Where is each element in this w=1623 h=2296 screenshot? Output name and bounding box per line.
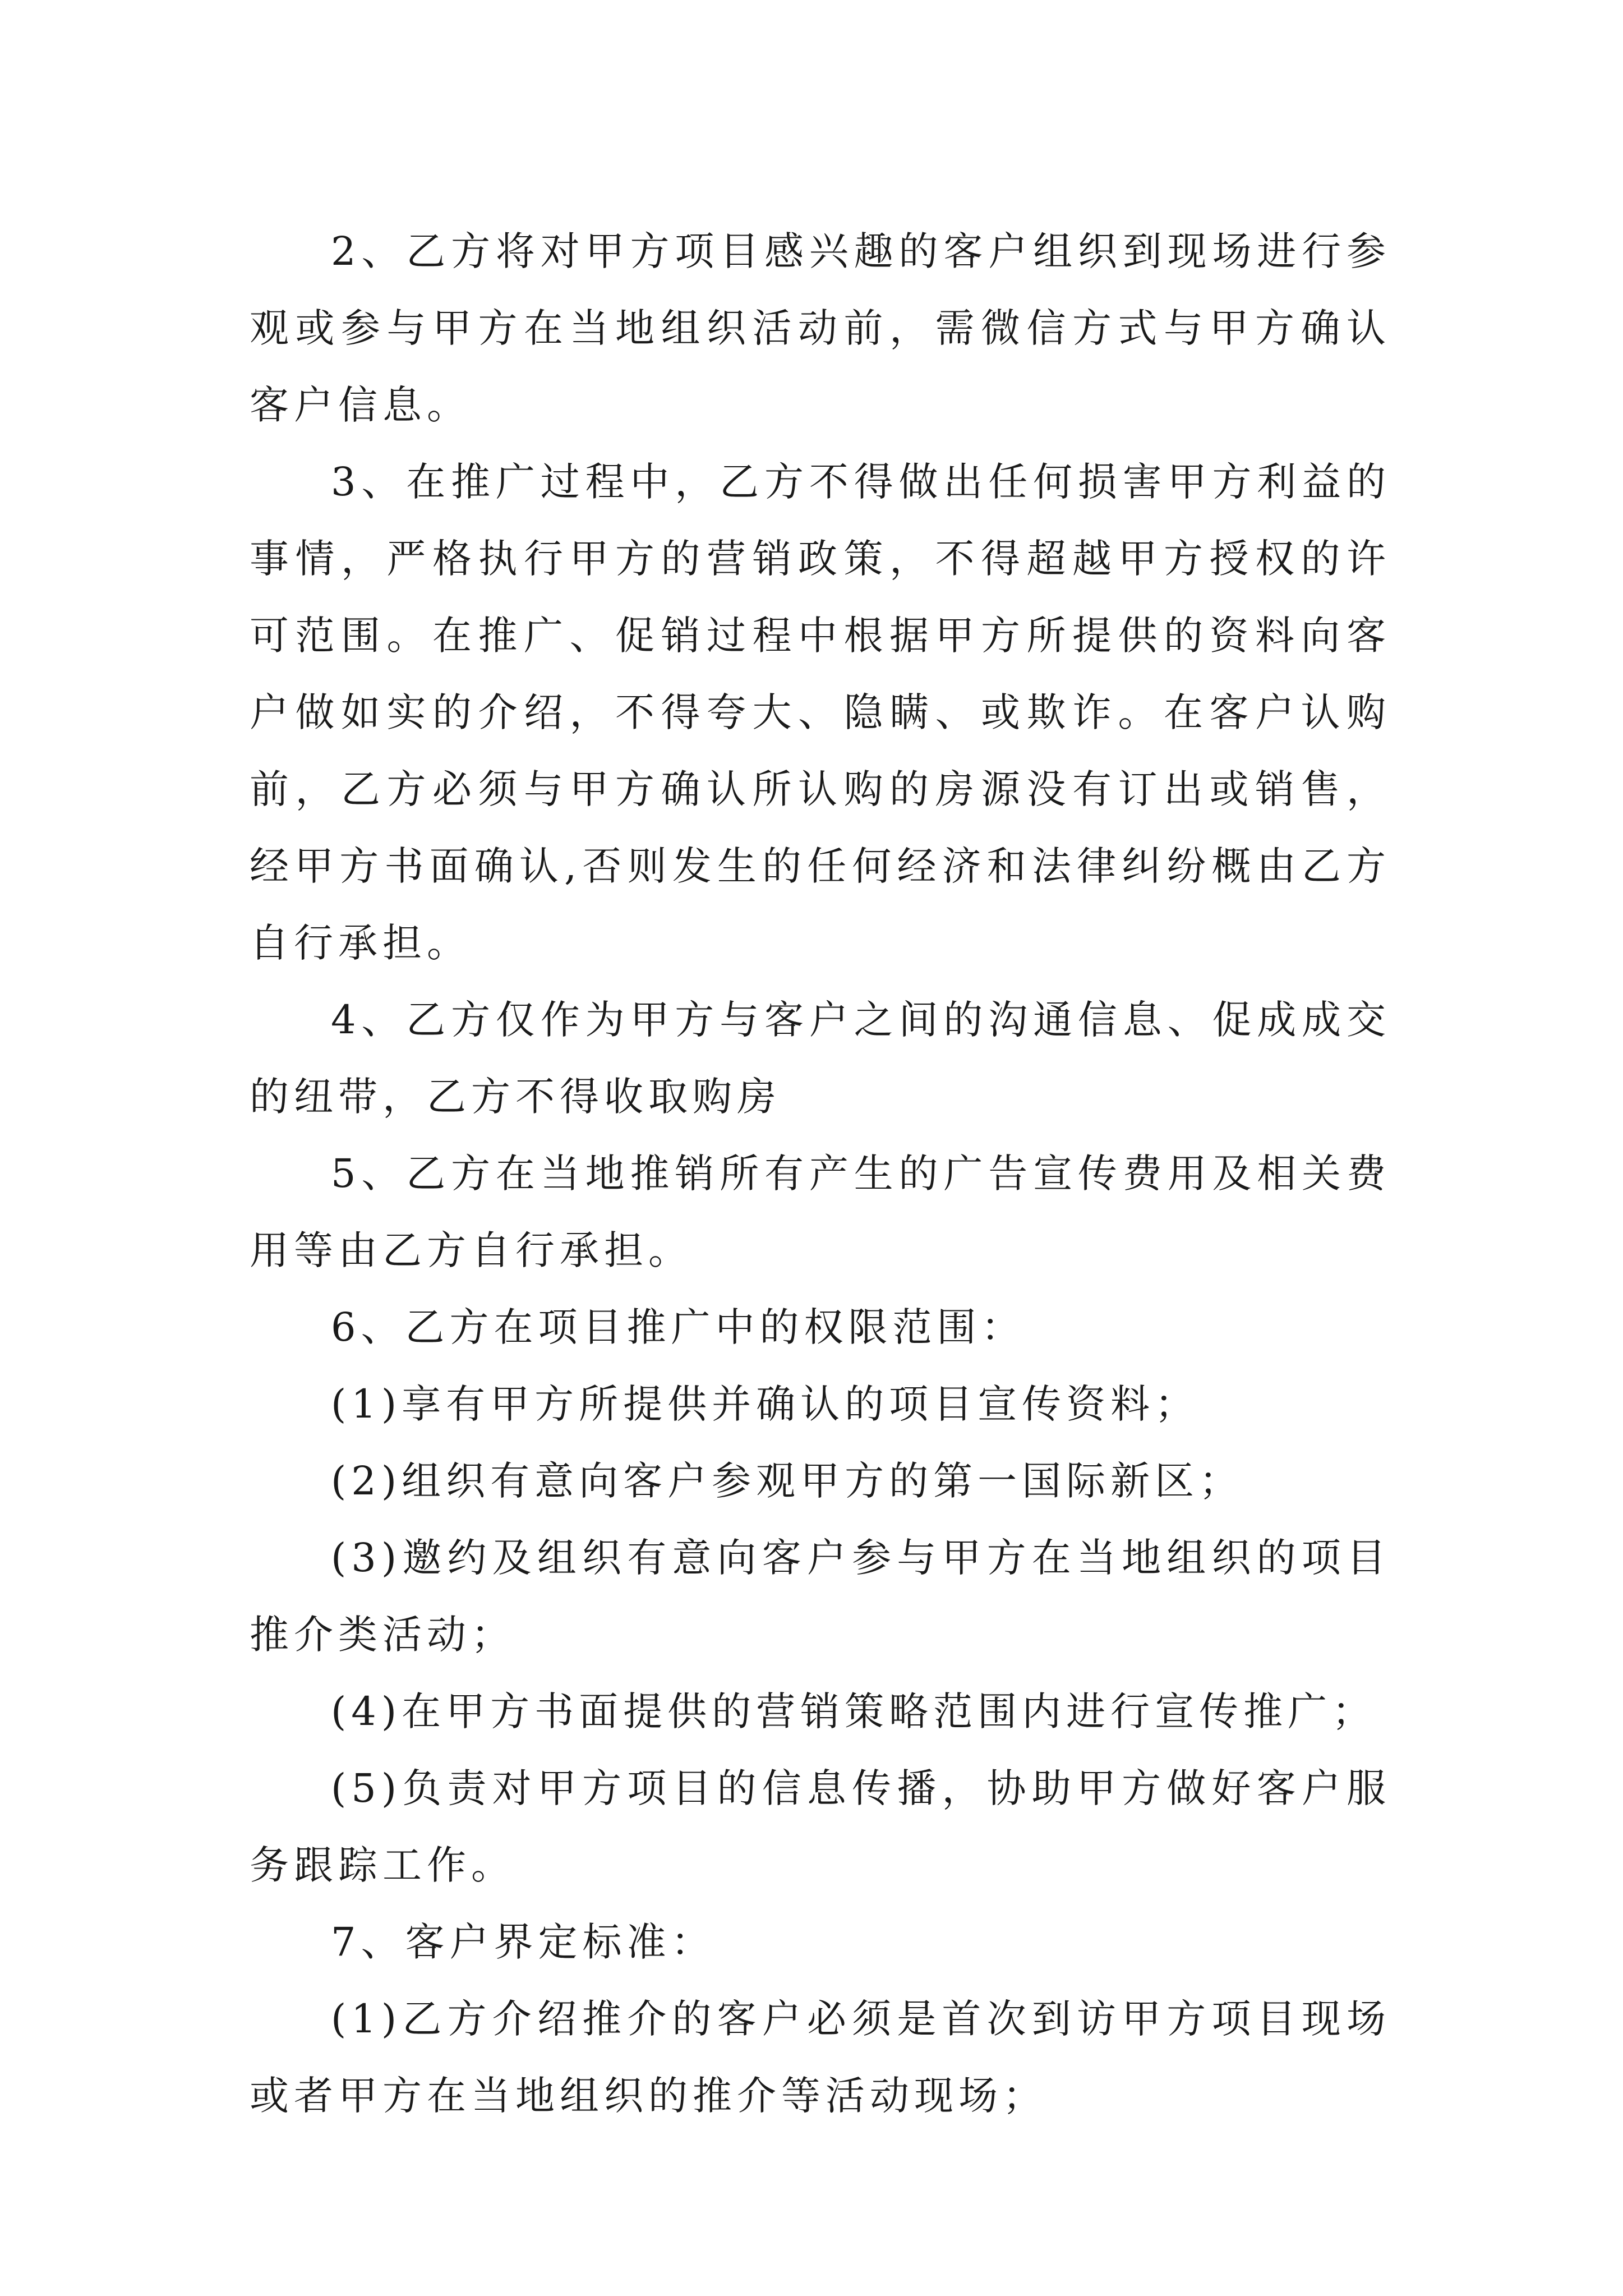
paragraph-clause-4: 4、乙方仅作为甲方与客户之间的沟通信息、促成成交的纽带，乙方不得收取购房 xyxy=(250,997,1391,1120)
paragraph-clause-5: 5、乙方在当地推销所有产生的广告宣传费用及相关费用等由乙方自行承担。 xyxy=(250,1151,1391,1273)
paragraph-clause-7-item-1: (1)乙方介绍推介的客户必须是首次到访甲方项目现场或者甲方在当地组织的推介等活动现场； xyxy=(250,1996,1391,2119)
paragraph-clause-3: 3、在推广过程中，乙方不得做出任何损害甲方利益的事情，严格执行甲方的营销政策，不得超越甲方授权的许可范围。在推广、促销过程中根据甲方所提供的资料向客户做如实的介绍，不得夸大、隐瞒、或欺诈。在客户认购前，乙方必须与甲方确认所认购的房源没有订出或销售，经甲方书面确认,否则发生的任何经济和法律纠纷概由乙方自行承担。 xyxy=(250,459,1391,966)
paragraph-clause-6-item-2: (2)组织有意向客户参观甲方的第一国际新区； xyxy=(331,1458,1244,1504)
paragraph-clause-2: 2、乙方将对甲方项目感兴趣的客户组织到现场进行参观或参与甲方在当地组织活动前，需微信方式与甲方确认客户信息。 xyxy=(250,228,1391,428)
paragraph-clause-6-item-4: (4)在甲方书面提供的营销策略范围内进行宣传推广； xyxy=(331,1688,1377,1734)
paragraph-clause-6-item-5: (5)负责对甲方项目的信息传播，协助甲方做好客户服务跟踪工作。 xyxy=(250,1765,1391,1888)
paragraph-clause-7: 7、客户界定标准： xyxy=(331,1919,716,1965)
paragraph-clause-6-item-3: (3)邀约及组织有意向客户参与甲方在当地组织的项目推介类活动； xyxy=(250,1535,1391,1658)
paragraph-clause-6: 6、乙方在项目推广中的权限范围： xyxy=(331,1304,1026,1350)
paragraph-clause-6-item-1: (1)享有甲方所提供并确认的项目宣传资料； xyxy=(331,1381,1200,1427)
document-body xyxy=(250,213,1391,2134)
